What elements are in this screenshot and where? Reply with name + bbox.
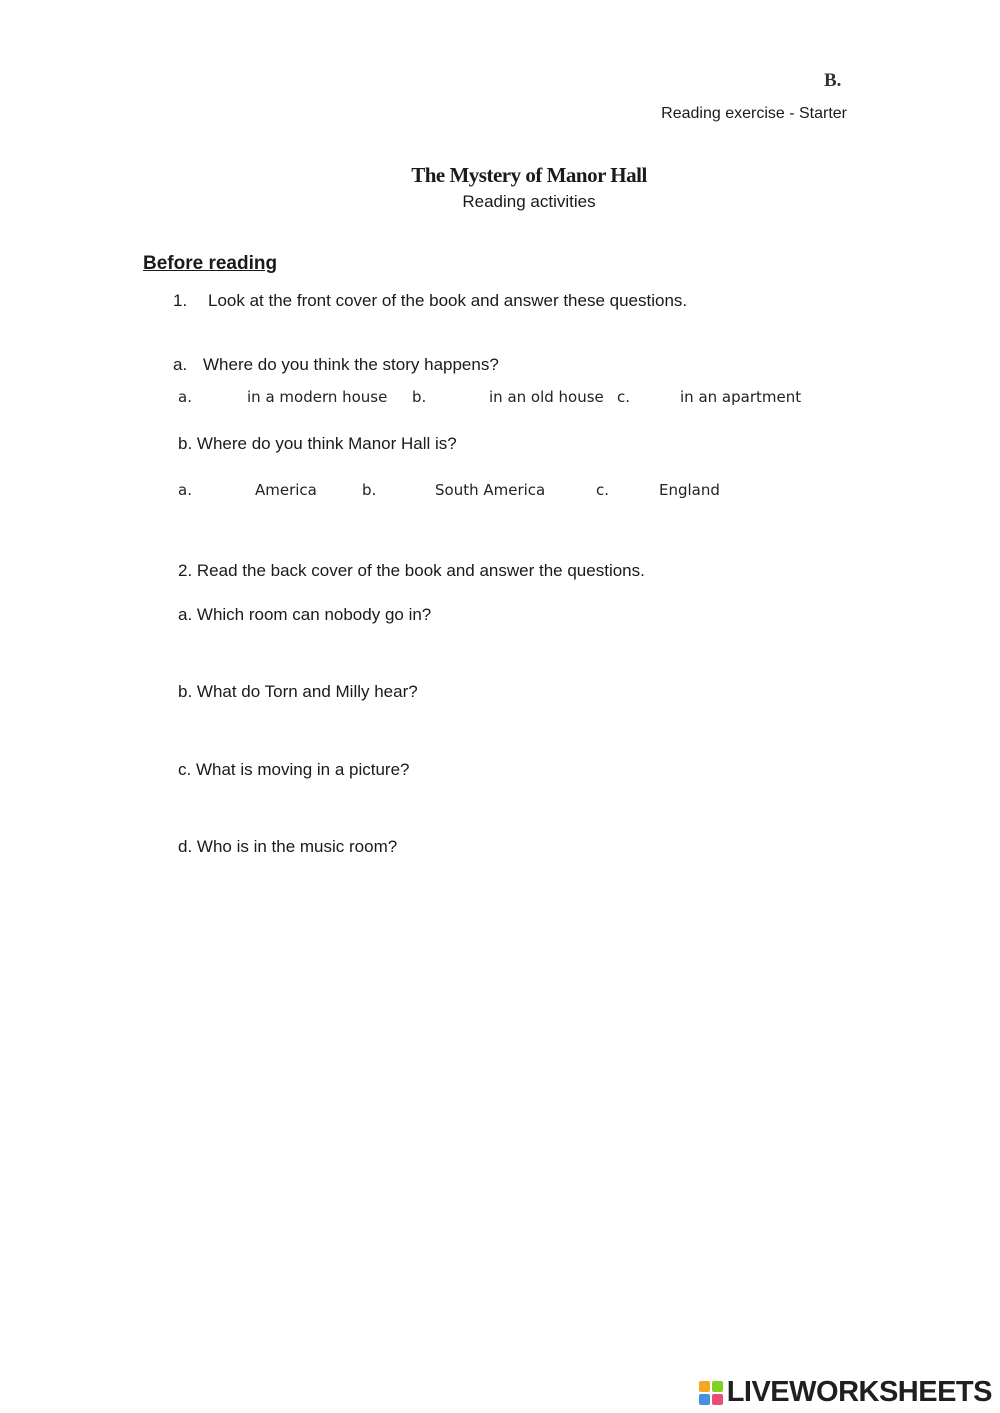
header-logo-mark: B.	[824, 70, 842, 91]
liveworksheets-brand-text: LIVEWORKSHEETS	[726, 1376, 992, 1408]
header-subtitle: Reading exercise - Starter	[661, 105, 847, 122]
q1b-option-a-letter: a.	[178, 481, 192, 499]
q1a-option-b-text[interactable]: in an old house	[489, 388, 604, 406]
q1a-option-c-letter: c.	[617, 388, 631, 406]
q1a-option-c-text[interactable]: in an apartment	[680, 388, 802, 406]
q1a-option-b-letter: b.	[412, 388, 427, 406]
document-title: The Mystery of Manor Hall	[411, 163, 647, 187]
question-1a-text: Where do you think the story happens?	[203, 355, 499, 374]
document-subtitle: Reading activities	[462, 192, 596, 211]
question-2a-text: a. Which room can nobody go in?	[178, 605, 432, 624]
question-2-text: 2. Read the back cover of the book and answer the questions.	[178, 561, 645, 580]
question-2b-text: b. What do Torn and Milly hear?	[178, 682, 418, 701]
question-1a-label: a.	[173, 355, 188, 374]
question-2c-text: c. What is moving in a picture?	[178, 760, 410, 779]
q1b-option-a-text[interactable]: America	[255, 481, 317, 499]
q1b-option-c-letter: c.	[596, 481, 610, 499]
liveworksheets-logo[interactable]	[699, 1376, 992, 1409]
liveworksheets-squares-icon	[699, 1381, 723, 1405]
q1a-option-a-text[interactable]: in a modern house	[247, 388, 388, 406]
q1b-option-b-letter: b.	[362, 481, 377, 499]
q1b-option-b-text[interactable]: South America	[435, 481, 546, 499]
q1a-option-a-letter: a.	[178, 388, 192, 406]
question-2d-text: d. Who is in the music room?	[178, 837, 398, 856]
question-1b-text: b. Where do you think Manor Hall is?	[178, 434, 457, 453]
question-1-number: 1.	[173, 291, 188, 310]
section-heading: Before reading	[143, 253, 278, 274]
q1b-option-c-text[interactable]: England	[659, 481, 720, 499]
question-1-text: Look at the front cover of the book and answer these questions.	[208, 291, 688, 310]
